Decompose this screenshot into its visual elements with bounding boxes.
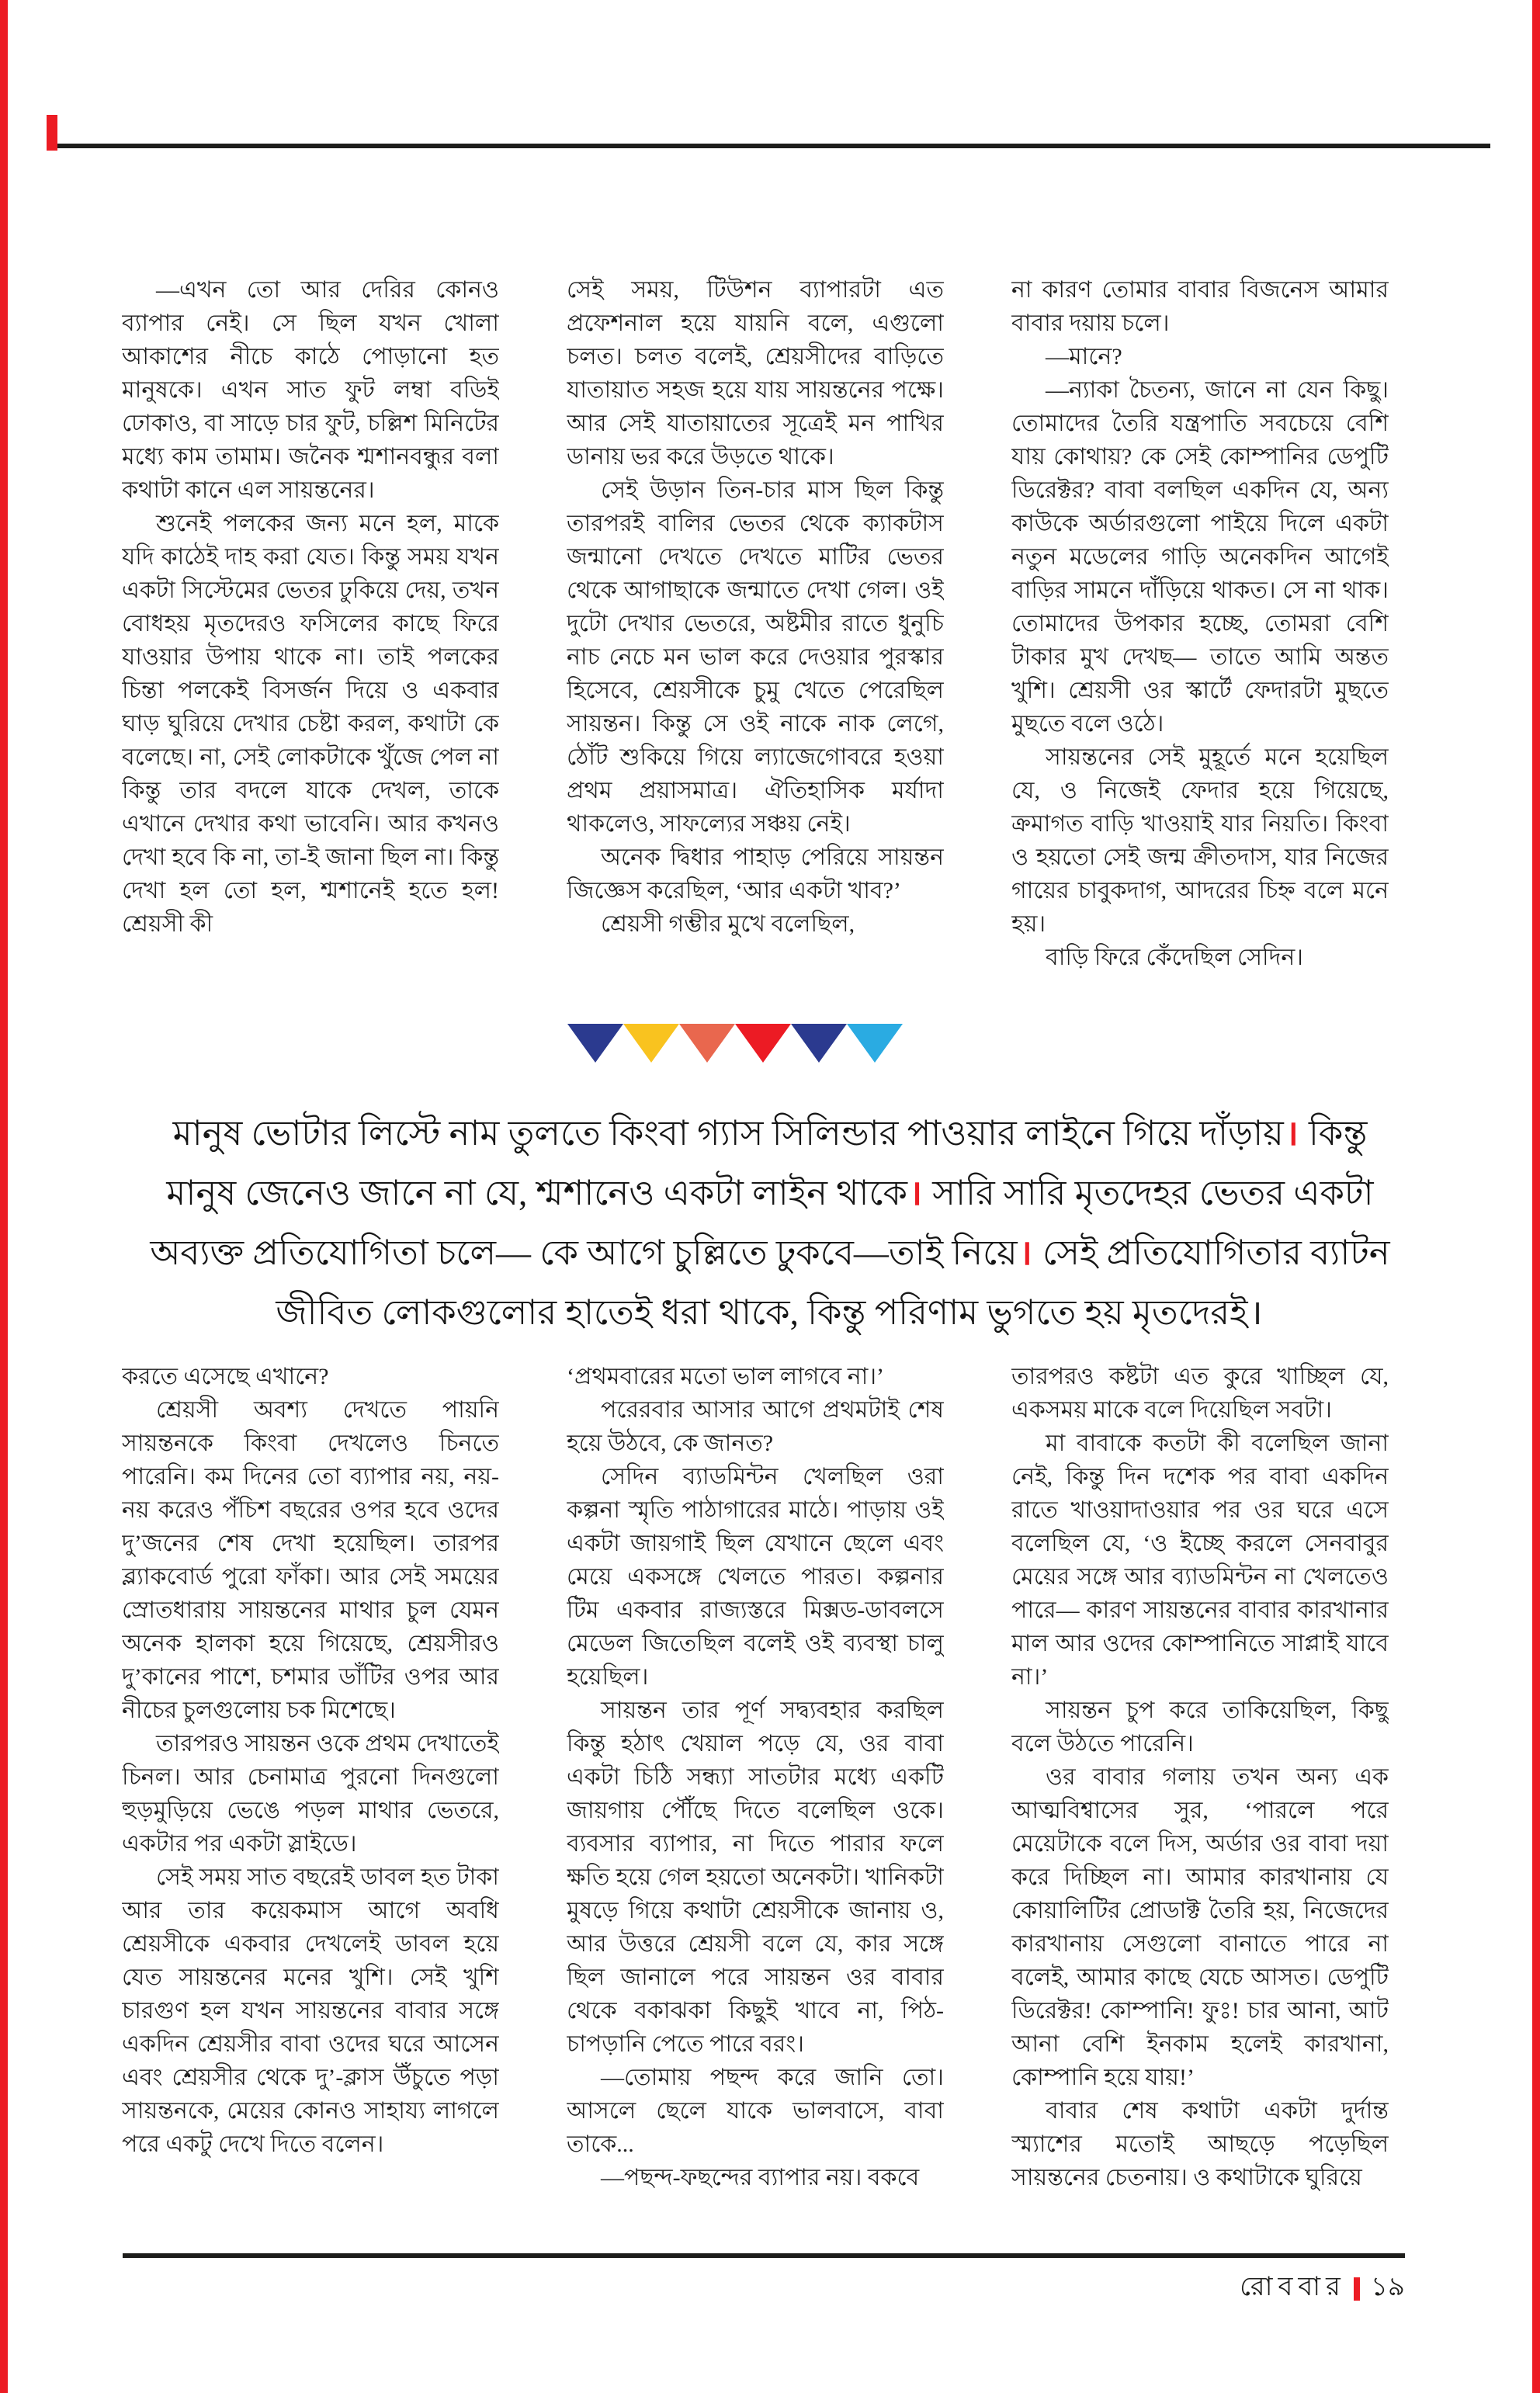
paragraph: না কারণ তোমার বাবার বিজনেস আমার বাবার দয়ায় চলে। [1011,277,1389,336]
pull-quote-text: কিন্তু মানুষ জেনেও জানে না যে, শ্মশানেও একটা লাইন থাকে [166,1114,1368,1212]
pull-quote-text: সেই প্রতিযোগিতার ব্যাটন জীবিত লোকগুলোর হাতেই ধরা থাকে, কিন্তু পরিণাম ভুগতে হয় মৃতদেরই [276,1233,1390,1332]
paragraph: শুনেই পলকের জন্য মনে হল, মাকে যদি কাঠেই দাহ করা যেত। কিন্তু সময় যখন একটা সিস্টেমের ভেতর ঢুকিয়ে দেয়, তখন বোধহয় মৃতদেরও ফসিলের কাছে ফিরে যাওয়ার উপায় থাকে না। তাই পলকের চিন্তা পলকেই বিসর্জন দিয়ে ও একবার ঘাড় ঘুরিয়ে দেখার চেষ্টা করল, কথাটা কে বলেছে। না, সেই লোকটাকে খুঁজে পেল না কিন্তু তার বদলে যাকে দেখল, তাকে এখানে দেখার কথা ভাবেনি। আর কখনও দেখা হবে কি না, তা-ই জানা ছিল না। কিন্তু দেখা হল তো হল, শ্মশানেই হতে হল! শ্রেয়সী কী [122,511,499,937]
pull-quote-text: মানুষ ভোটার লিস্টে নাম তুলতে কিংবা গ্যাস সিলিন্ডার পাওয়ার লাইনে গিয়ে দাঁড়ায় [172,1114,1284,1153]
story-column [1011,273,1389,1012]
top-rule [48,144,1490,148]
paragraph: সায়ন্তন তার পূর্ণ সদ্ব্যবহার করছিল কিন্তু হঠাৎ খেয়াল পড়ে যে, ওর বাবা একটা চিঠি সন্ধ্যা সাতটার মধ্যে একটি জায়গায় পৌঁছে দিতে বলেছিল ওকে। ব্যবসার ব্যাপার, না দিতে পারার ফলে ক্ষতি হয়ে গেল হয়তো অনেকটা। খানিকটা মুষড়ে গিয়ে কথাটা শ্রেয়সীকে জানায় ও, আর উত্তরে শ্রেয়সী বলে যে, কার সঙ্গে ছিল জানালে পরে সায়ন্তন ওর বাবার থেকে বকাঝকা কিছুই খাবে না, পিঠ-চাপড়ানি পেতে পারে বরং। [567,1698,944,2057]
pull-quote-text: সারি সারি মৃতদেহর ভেতর একটা অব্যক্ত প্রতিযোগিতা চলে— কে আগে চুল্লিতে ঢুকবে—তাই নিয়ে [150,1174,1374,1272]
paragraph: —এখন তো আর দেরির কোনও ব্যাপার নেই। সে ছিল যখন খোলা আকাশের নীচে কাঠে পোড়ানো হত মানুষকে। এখন সাত ফুট লম্বা বডিই ঢোকাও, বা সাড়ে চার ফুট, চল্লিশ মিনিটের মধ্যে কাম তামাম। জনৈক শ্মশানবন্ধুর বলা কথাটা কানে এল সায়ন্তনের। [122,277,499,503]
triangle-icon [791,1024,847,1063]
danda-mark: । [908,1174,923,1212]
paragraph: শ্রেয়সী গম্ভীর মুখে বলেছিল, [601,911,855,937]
story-column [122,273,499,1012]
triangle-icon [735,1024,791,1063]
right-edge-rule [1532,0,1540,2393]
triangle-icon [567,1024,623,1063]
paragraph: অনেক দ্বিধার পাহাড় পেরিয়ে সায়ন্তন জিজ্ঞেস করেছিল, ‘আর একটা খাব?’ [567,844,944,903]
paragraph: —মানে? [1046,344,1122,369]
triangle-ornament-row [567,1024,903,1063]
paragraph: শ্রেয়সী অবশ্য দেখতে পায়নি সায়ন্তনকে কিংবা দেখলেও চিনতে পারেনি। কম দিনের তো ব্যাপার নয়, নয়-নয় করেও পঁচিশ বছরের ওপর হবে ওদের দু’জনের শেষ দেখা হয়েছিল। তারপর ব্ল্যাকবোর্ড পুরো ফাঁকা। আর সেই সময়ের স্রোতধারায় সায়ন্তনের মাথার চুল যেমন অনেক হালকা হয়ে গিয়েছে, শ্রেয়সীরও দু’কানের পাশে, চশমার ডাঁটির ওপর আর নীচের চুলগুলোয় চক মিশেছে। [122,1397,499,1723]
paragraph: —পছন্দ-ফছন্দের ব্যাপার নয়। বকবে [601,2165,920,2190]
bottom-rule [123,2253,1405,2258]
paragraph: সায়ন্তন চুপ করে তাকিয়েছিল, কিছু বলে উঠতে পারেনি। [1011,1698,1389,1757]
paragraph: তারপরও সায়ন্তন ওকে প্রথম দেখাতেই চিনল। আর চেনামাত্র পুরনো দিনগুলো হুড়মুড়িয়ে ভেঙে পড়ল মাথার ভেতরে, একটার পর একটা স্লাইডে। [122,1731,499,1857]
paragraph: সেই সময় সাত বছরেই ডাবল হত টাকা আর তার কয়েকমাস আগে অবধি শ্রেয়সীকে একবার দেখলেই ডাবল হয়ে যেত সায়ন্তনের মনের খুশি। সেই খুশি চারগুণ হল যখন সায়ন্তনের বাবার সঙ্গে একদিন শ্রেয়সীর বাবা ওদের ঘরে আসেন এবং শ্রেয়সীর থেকে দু’-ক্লাস উঁচুতে পড়া সায়ন্তনকে, মেয়ের কোনও সাহায্য লাগলে পরে একটু দেখে দিতে বলেন। [122,1864,499,2157]
paragraph: সেই উড়ান তিন-চার মাস ছিল কিন্তু তারপরই বালির ভেতর থেকে ক্যাকটাস জন্মানো দেখতে দেখতে মাটির ভেতর থেকে আগাছাকে জন্মাতে দেখা গেল। ওই দুটো দেখার ভেতরে, অষ্টমীর রাতে ধুনুচি নাচ নেচে মন ভাল করে দেওয়ার পুরস্কার হিসেবে, শ্রেয়সীকে চুমু খেতে পেরেছিল সায়ন্তন। কিন্তু সে ওই নাকে নাক লেগে, ঠোঁট শুকিয়ে গিয়ে ল্যাজেগোবরে হওয়া প্রথম প্রয়াসমাত্র। ঐতিহাসিক মর্যাদা থাকলেও, সাফল্যের সঞ্চয় নেই। [567,477,944,837]
paragraph: বাবার শেষ কথাটা একটা দুর্দান্ত স্ম্যাশের মতোই আছড়ে পড়েছিল সায়ন্তনের চেতনায়। ও কথাটাকে ঘুরিয়ে [1011,2098,1389,2190]
paragraph: পরেরবার আসার আগে প্রথমটাই শেষ হয়ে উঠবে, কে জানত? [567,1397,944,1456]
paragraph: তারপরও কষ্টটা এত কুরে খাচ্ছিল যে, একসময় মাকে বলে দিয়েছিল সবটা। [1011,1364,1389,1423]
paragraph: বাড়ি ফিরে কেঁদেছিল সেদিন। [1046,945,1304,970]
paragraph: সেই সময়, টিউশন ব্যাপারটা এত প্রফেশনাল হয়ে যায়নি বলে, এগুলো চলত। চলত বলেই, শ্রেয়সীদের বাড়িতে যাতায়াত সহজ হয়ে যায় সায়ন্তনের পক্ষে। আর সেই যাতায়াতের সূত্রেই মন পাখির ডানায় ভর করে উড়তে থাকে। [567,277,944,470]
danda-mark: । [1285,1114,1299,1153]
pull-quote [137,1104,1403,1343]
paragraph: —তোমায় পছন্দ করে জানি তো। আসলে ছেলে যাকে ভালবাসে, বাবা তাকে... [567,2065,944,2157]
paragraph: ‘প্রথমবারের মতো ভাল লাগবে না।’ [567,1364,885,1389]
triangle-icon [847,1024,903,1063]
paragraph: ওর বাবার গলায় তখন অন্য এক আত্মবিশ্বাসের সুর, ‘পারলে পরে মেয়েটাকে বলে দিস, অর্ডার ওর বাবা দয়া করে দিচ্ছিল না। আমার কারখানায় যে কোয়ালিটির প্রোডাক্ট তৈরি হয়, নিজেদের কারখানায় সেগুলো বানাতে পারে না বলেই, আমার কাছে যেচে আসত। ডেপুটি ডিরেক্টর! কোম্পানি! ফুঃ! চার আনা, আট আনা বেশি ইনকাম হলেই কারখানা, কোম্পানি হয়ে যায়!’ [1011,1764,1389,2090]
brand-name: রোববার [1240,2273,1346,2301]
left-edge-rule [0,0,8,2393]
bottom-story-columns [122,1360,1389,2235]
footer-separator-bar [1354,2277,1360,2301]
danda-mark: । [1018,1233,1032,1272]
page-footer [1240,2266,1405,2311]
paragraph: —ন্যাকা চৈতন্য, জানে না যেন কিছু। তোমাদের তৈরি যন্ত্রপাতি সবচেয়ে বেশি যায় কোথায়? কে সেই কোম্পানির ডেপুটি ডিরেক্টর? বাবা বলছিল একদিন যে, অন্য কাউকে অর্ডারগুলো পাইয়ে দিলে একটা নতুন মডেলের গাড়ি অনেকদিন আগেই বাড়ির সামনে দাঁড়িয়ে থাকত। সে না থাক। তোমাদের উপকার হচ্ছে, তোমরা বেশি টাকার মুখ দেখছ— তাতে আমি অন্তত খুশি। শ্রেয়সী ওর স্কার্টে ফেদারটা মুছতে মুছতে বলে ওঠে। [1011,377,1389,737]
story-column [567,273,944,1012]
story-column [1011,1360,1389,2235]
story-column [122,1360,499,2235]
top-rule-red-accent [47,115,57,151]
story-column [567,1360,944,2235]
paragraph: সায়ন্তনের সেই মুহূর্তে মনে হয়েছিল যে, ও নিজেই ফেদার হয়ে গিয়েছে, ক্রমাগত বাড়ি খাওয়াই যার নিয়তি। কিংবা ও হয়তো সেই জন্ম ক্রীতদাস, যার নিজের গায়ের চাবুকদাগ, আদরের চিহ্ন বলে মনে হয়। [1011,744,1389,937]
triangle-icon [679,1024,735,1063]
triangle-icon [623,1024,679,1063]
paragraph: করতে এসেছে এখানে? [122,1364,329,1389]
top-story-columns [122,273,1389,1012]
paragraph: মা বাবাকে কতটা কী বলেছিল জানা নেই, কিন্তু দিন দশেক পর বাবা একদিন রাতে খাওয়াদাওয়ার পর ওর ঘরে এসে বলেছিল যে, ‘ও ইচ্ছে করলে সেনবাবুর মেয়ের সঙ্গে আর ব্যাডমিন্টন না খেলতেও পারে— কারণ সায়ন্তনের বাবার কারখানার মাল আর ওদের কোম্পানিতে সাপ্লাই যাবে না।’ [1011,1431,1389,1690]
danda-mark: । [1249,1293,1263,1332]
paragraph: সেদিন ব্যাডমিন্টন খেলছিল ওরা কল্পনা স্মৃতি পাঠাগারের মাঠে। পাড়ায় ওই একটা জায়গাই ছিল যেখানে ছেলে এবং মেয়ে একসঙ্গে খেলতে পারত। কল্পনার টিম একবার রাজ্যস্তরে মিক্সড-ডাবলসে মেডেল জিতেছিল বলেই ওই ব্যবস্থা চালু হয়েছিল। [567,1464,944,1690]
page-number: ১৯ [1370,2273,1405,2301]
